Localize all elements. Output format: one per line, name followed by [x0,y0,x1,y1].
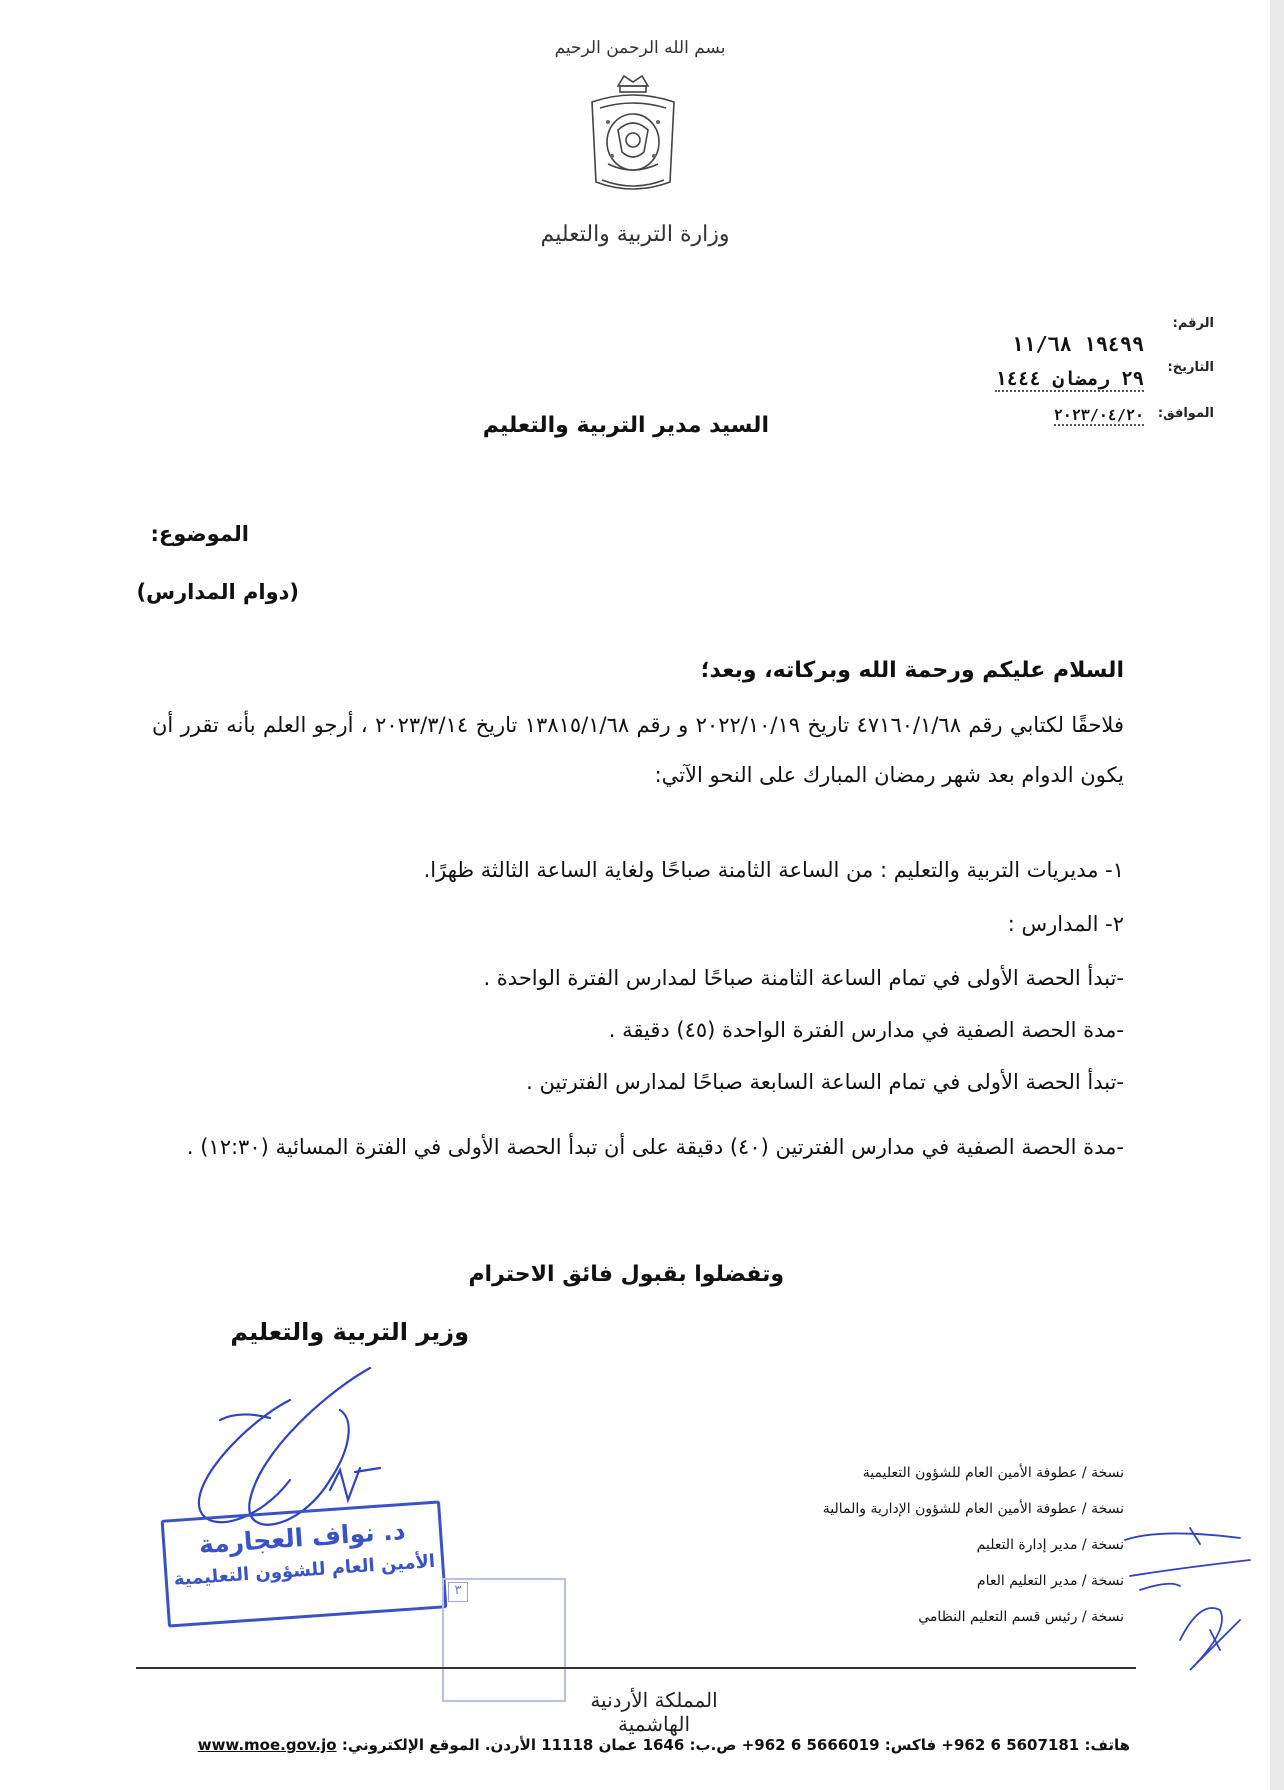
bullet-item: -مدة الحصة الصفية في مدارس الفترتين (٤٠) دقيقة على أن تبدأ الحصة الأولى في الفترة المسائية (١٢:٣٠) . [186,1135,1124,1159]
page-edge [1270,0,1284,1790]
ref-gregorian-label: الموافق: [1157,406,1214,421]
copies-list [764,1455,1124,1635]
intro-paragraph: فلاحقًا لكتابي رقم ٤٧١٦٠/١/٦٨ تاريخ ٢٠٢٢/١٠/١٩ و رقم ١٣٨١٥/١/٦٨ تاريخ ٢٠٢٣/٣/١٤ ، أرجو العلم بأنه تقرر أن يكون الدوام بعد شهر رمضان المبارك على النحو الآتي: [152,713,1124,787]
copy-item: نسخة / مدير إدارة التعليم [976,1537,1124,1553]
ref-number-value: ١٩٤٩٩ ١١/٦٨ [1011,332,1144,356]
footer-contact [190,1736,1130,1754]
subject-value: (دوام المدارس) [136,580,299,604]
official-stamp [161,1500,448,1627]
ref-date-label: التاريخ: [1167,360,1214,375]
handwritten-marks-icon [1120,1520,1260,1680]
ref-gregorian-value: ٢٠٢٣/٠٤/٢٠ [1053,406,1144,424]
ministry-header: وزارة التربية والتعليم [540,222,730,247]
footer-kingdom: المملكة الأردنية الهاشمية [590,1688,718,1736]
copy-item: نسخة / عطوفة الأمين العام للشؤون الإدارية والمالية [822,1501,1124,1517]
copy-item: نسخة / مدير التعليم العام [976,1573,1124,1589]
bullet-item: -مدة الحصة الصفية في مدارس الفترة الواحدة (٤٥) دقيقة . [608,1018,1124,1042]
bullet-item: -تبدأ الحصة الأولى في تمام الساعة الثامنة صباحًا لمدارس الفترة الواحدة . [483,966,1124,990]
coat-of-arms-icon [578,72,688,202]
list-item: ١- مديريات التربية والتعليم : من الساعة الثامنة صباحًا ولغاية الساعة الثالثة ظهرًا. [423,858,1124,882]
faint-stamp [442,1578,566,1702]
copy-item: نسخة / عطوفة الأمين العام للشؤون التعليمية [862,1465,1124,1481]
footer-website-link[interactable]: www.moe.gov.jo [197,1736,337,1754]
footer-divider [136,1667,1136,1669]
greeting: السلام عليكم ورحمة الله وبركاته، وبعد؛ [700,658,1124,683]
ref-date-value: ٢٩ رمضان ١٤٤٤ [995,368,1144,390]
stamp-name: د. نواف العجارمة [197,1515,407,1560]
list-item: ٢- المدارس : [1007,912,1124,936]
copy-item: نسخة / رئيس قسم التعليم النظامي [918,1609,1124,1625]
subject-label: الموضوع: [150,522,249,546]
recipient: السيد مدير التربية والتعليم [482,413,769,438]
footer-contact-text: هاتف: 5607181 6 962+ فاكس: 5666019 6 962+ ص.ب: 1646 عمان 11118 الأردن. الموقع الإلكتروني: [336,1736,1130,1754]
bismillah: بسم الله الرحمن الرحيم [554,38,726,58]
signatory-title: وزير التربية والتعليم [230,1318,469,1346]
faint-stamp-number: ٣ [448,1582,468,1602]
closing-line: وتفضلوا بقبول فائق الاحترام [468,1262,784,1287]
bullet-item: -تبدأ الحصة الأولى في تمام الساعة السابعة صباحًا لمدارس الفترتين . [526,1070,1124,1094]
stamp-role: الأمين العام للشؤون التعليمية [173,1550,436,1591]
ref-number-label: الرقم: [1172,316,1214,331]
